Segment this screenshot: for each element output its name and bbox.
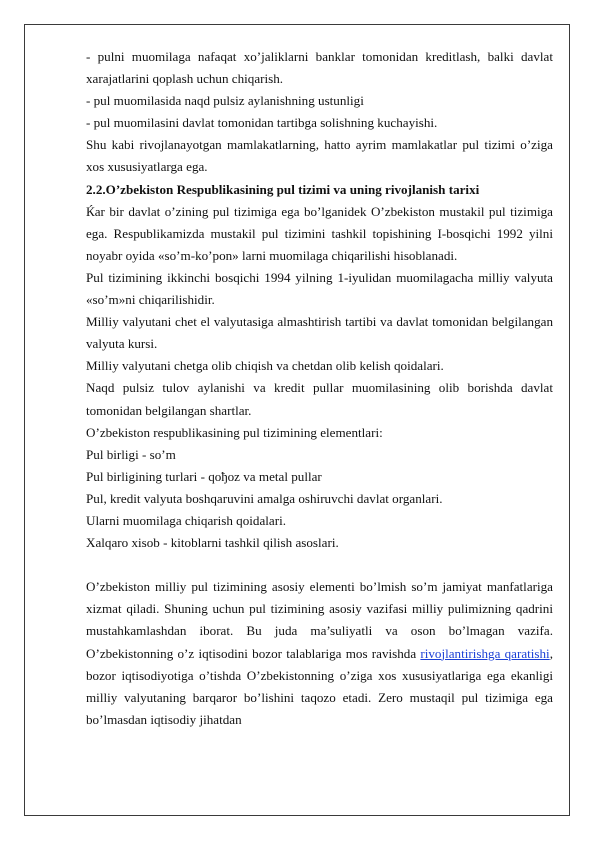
paragraph-independent-system: Ќar bir davlat o’zining pul tizimiga ega bo’lganidek O’zbekiston mustakil pul tizimiga ega. Respublikamizda mustakil pul tizimini tashkil topishining I-bosqichi 1992 yilni noyabr oyida «so’m-ko’pon» larni muomilaga chiqarilishi hisoblanadi. xyxy=(86,203,553,263)
paragraph-text-before-link: O’zbekiston milliy pul tizimining asosiy elementi bo’lmish so’m jamiyat manfatlariga xizmat qiladi. Shuning uchun pul tizimining asosiy vazifasi milliy pulimizning qadrini mustahkamlashdan iborat. Bu juda ma’suliyatli va oson bo’lmagan vazifa. O’zbekistonning o’z iqtisodini bozor talablariga mos ravishda xyxy=(86,579,553,661)
element-currency-unit: Pul birligi - so’m xyxy=(86,446,176,462)
paragraph-exchange-order: Milliy valyutani chet el valyutasiga almashtirish tartibi va davlat tomonidan belgilangan valyuta kursi. xyxy=(86,314,553,352)
paragraph-text-after-link: , bozor iqtisodiyotiga o’tishda O’zbekistonning o’ziga xos xususiyatlariga ega ekanligi milliy valyutaning barqaror bo’lishini taqozo etadi. Zero mustaqil pul tizimiga ega bo’lmasdan iqtisodiy jihatdan xyxy=(86,645,553,727)
paragraph-cashless-conditions: Naqd pulsiz tulov aylanishi va kredit pullar muomilasining olib borishda davlat tomonidan belgilangan shartlar. xyxy=(86,380,553,418)
document-body xyxy=(86,46,553,731)
blank-line xyxy=(86,554,553,576)
paragraph-developing-countries: Shu kabi rivojlanayotgan mamlakatlarning, hatto ayrim mamlakatlar pul tizimi o’ziga xos xususiyatlarga ega. xyxy=(86,137,553,175)
list-item-cashless: - pul muomilasida naqd pulsiz aylanishning ustunligi xyxy=(86,93,364,109)
paragraph-second-stage: Pul tizimining ikkinchi bosqichi 1994 yilning 1-iyulidan muomilagacha milliy valyuta «so’m»ni chiqarilishidir. xyxy=(86,269,553,308)
paragraph-national-currency xyxy=(86,576,553,731)
element-state-organs: Pul, kredit valyuta boshqaruvini amalga oshiruvchi davlat organlari. xyxy=(86,490,443,506)
element-currency-types: Pul birligining turlari - qoђoz va metal pullar xyxy=(86,468,322,484)
list-item-regulation: - pul muomilasini davlat tomonidan tartibga solishning kuchayishi. xyxy=(86,115,438,131)
element-issue-rules: Ularni muomilaga chiqarish qoidalari. xyxy=(86,512,286,528)
element-international-settlements: Xalqaro xisob - kitoblarni tashkil qilish asoslari. xyxy=(86,535,339,551)
paragraph-elements-intro: O’zbekiston respublikasining pul tizimining elementlari: xyxy=(86,424,383,440)
list-item-credit: - pulni muomilaga nafaqat xo’jaliklarni banklar tomonidan kreditlash, balki davlat xarajatlarini qoplash uchun chiqarish. xyxy=(86,49,553,87)
development-link[interactable]: rivojlantirishga qaratishi xyxy=(420,645,550,661)
section-heading: 2.2.O’zbekiston Respublikasining pul tizimi va uning rivojlanish tarixi xyxy=(86,181,480,197)
paragraph-export-rules: Milliy valyutani chetga olib chiqish va chetdan olib kelish qoidalari. xyxy=(86,358,444,374)
